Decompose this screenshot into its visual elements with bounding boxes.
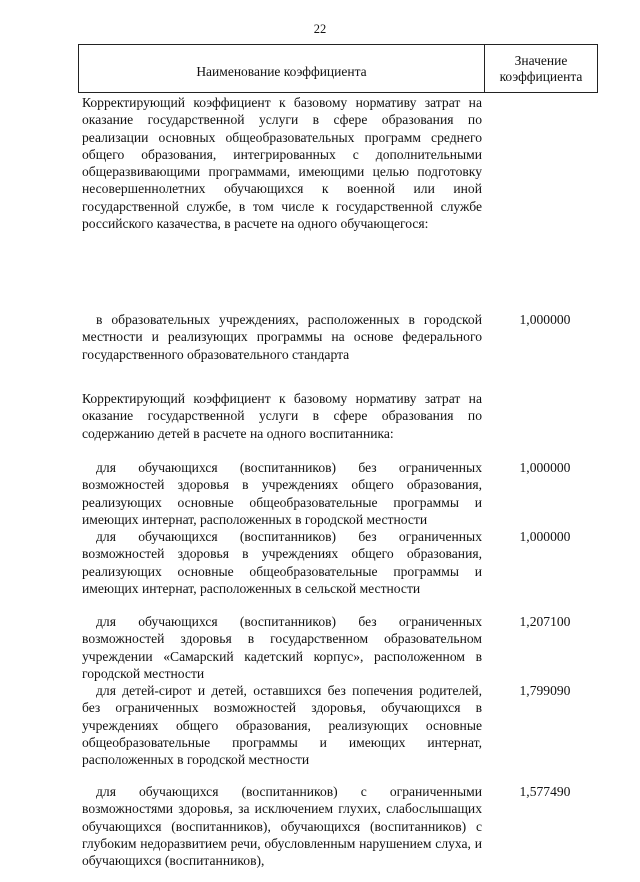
row-description: для обучающихся (воспитанников) с ограниченными возможностями здоровья, за исключением глухих, слабослышащих обучающихся (воспитанников), обучающихся (воспитанников) с глубоким недоразвитием речи, обусловленным нарушением слуха, и обучающихся (воспитанников),: [82, 784, 482, 869]
coefficient-table: [78, 44, 598, 869]
row-description: для обучающихся (воспитанников) без ограниченных возможностей здоровья в учреждениях общего образования, реализующих основные общеобразовательные программы и имеющих интернат, расположенных в сельской местности: [82, 529, 482, 596]
table-row: [78, 613, 598, 682]
row-value: [484, 390, 598, 442]
table-row: [78, 528, 598, 597]
row-description: для обучающихся (воспитанников) без ограниченных возможностей здоровья в государственном образовательном учреждении «Самарский кадетский корпус», расположенном в городской местности: [82, 614, 482, 681]
table-row: [78, 459, 598, 528]
row-description: Корректирующий коэффициент к базовому нормативу затрат на оказание государственной услуги в сфере образования по реализации основных общеобразовательных программ среднего общего образования, интегрированных с дополнительными общеразвивающими программами, имеющими целью подготовку несовершеннолетних обучающихся к военной или иной государственной службе, в том числе к государственной службе российского казачества, в расчете на одного обучающегося:: [82, 95, 482, 232]
table-row: [78, 682, 598, 768]
row-description: в образовательных учреждениях, расположенных в городской местности и реализующих программы на основе федерального государственного образовательного стандарта: [82, 312, 482, 362]
page-number: 22: [313, 22, 327, 36]
row-value: 1,577490: [519, 784, 571, 799]
row-value: 1,207100: [519, 614, 571, 629]
row-value: 1,799090: [519, 683, 571, 698]
table-header: [78, 44, 598, 93]
row-description: для обучающихся (воспитанников) без ограниченных возможностей здоровья в учреждениях общего образования, реализующих основные общеобразовательные программы и имеющих интернат, расположенных в городской местности: [82, 460, 482, 527]
table-row: [78, 94, 598, 232]
header-coefficient-value: Значение коэффициента: [499, 52, 583, 84]
row-value: 1,000000: [519, 460, 571, 475]
table-row: [78, 311, 598, 363]
row-value: [484, 94, 598, 232]
row-description: Корректирующий коэффициент к базовому нормативу затрат на оказание государственной услуги в сфере образования по содержанию детей в расчете на одного воспитанника:: [82, 391, 482, 441]
row-value: 1,000000: [519, 529, 571, 544]
table-row: [78, 783, 598, 869]
row-description: для детей-сирот и детей, оставшихся без попечения родителей, без ограниченных возможностей здоровья, обучающихся в учреждениях общего образования, реализующих основные общеобразовательные программы и имеющих интернат, расположенных в городской местности: [82, 683, 482, 768]
header-coefficient-name: Наименование коэффициента: [79, 45, 485, 92]
row-value: 1,000000: [519, 312, 571, 327]
table-row: [78, 390, 598, 442]
